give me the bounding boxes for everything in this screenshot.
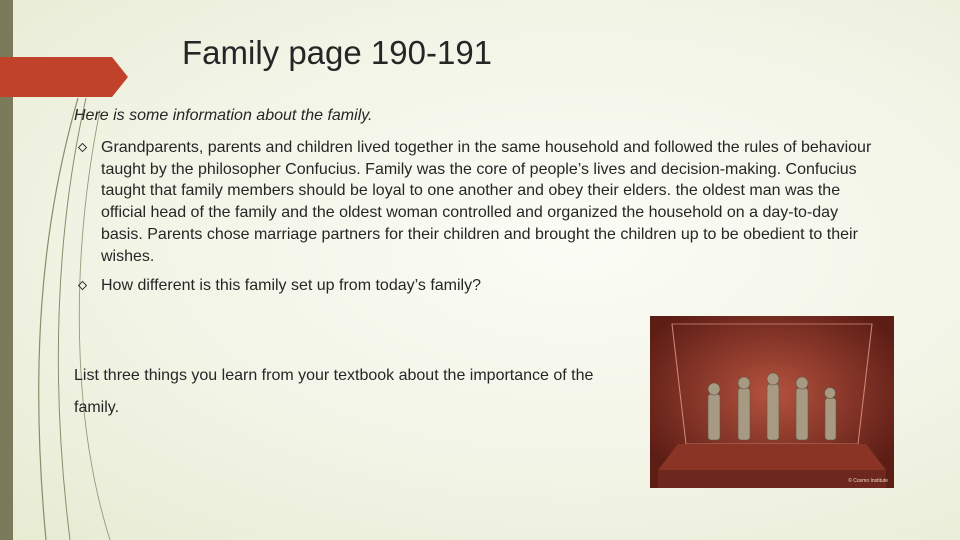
- activity-prompt: List three things you learn from your textbook about the importance of the family.: [74, 367, 594, 416]
- slide-title: Family page 190-191: [182, 34, 493, 71]
- diamond-outline-icon: [78, 143, 87, 152]
- bullet-text: How different is this family set up from today’s family?: [101, 277, 481, 295]
- bullet-item: [74, 275, 874, 297]
- bullet-text: Grandparents, parents and children lived together in the same household and followed the rules of behaviour taught by the philosopher Confucius. Family was the core of people’s lives and decision-making. Confucius taught that family members should be loyal to one another and obey their elders. the oldest man was the official head of the family and the oldest woman controlled and organized the household on a day-to-day basis. Parents chose marriage partners for their children and brought the children up to be obedient to their wishes.: [101, 139, 872, 265]
- bullet-item: [74, 137, 874, 267]
- intro-text: Here is some information about the family.: [74, 107, 373, 124]
- photo-credit: © Cosmo Institute: [848, 478, 888, 484]
- title-accent-arrow: [0, 57, 128, 97]
- museum-display-photo: [650, 316, 894, 488]
- bullet-list: [74, 137, 874, 305]
- diamond-outline-icon: [78, 281, 87, 290]
